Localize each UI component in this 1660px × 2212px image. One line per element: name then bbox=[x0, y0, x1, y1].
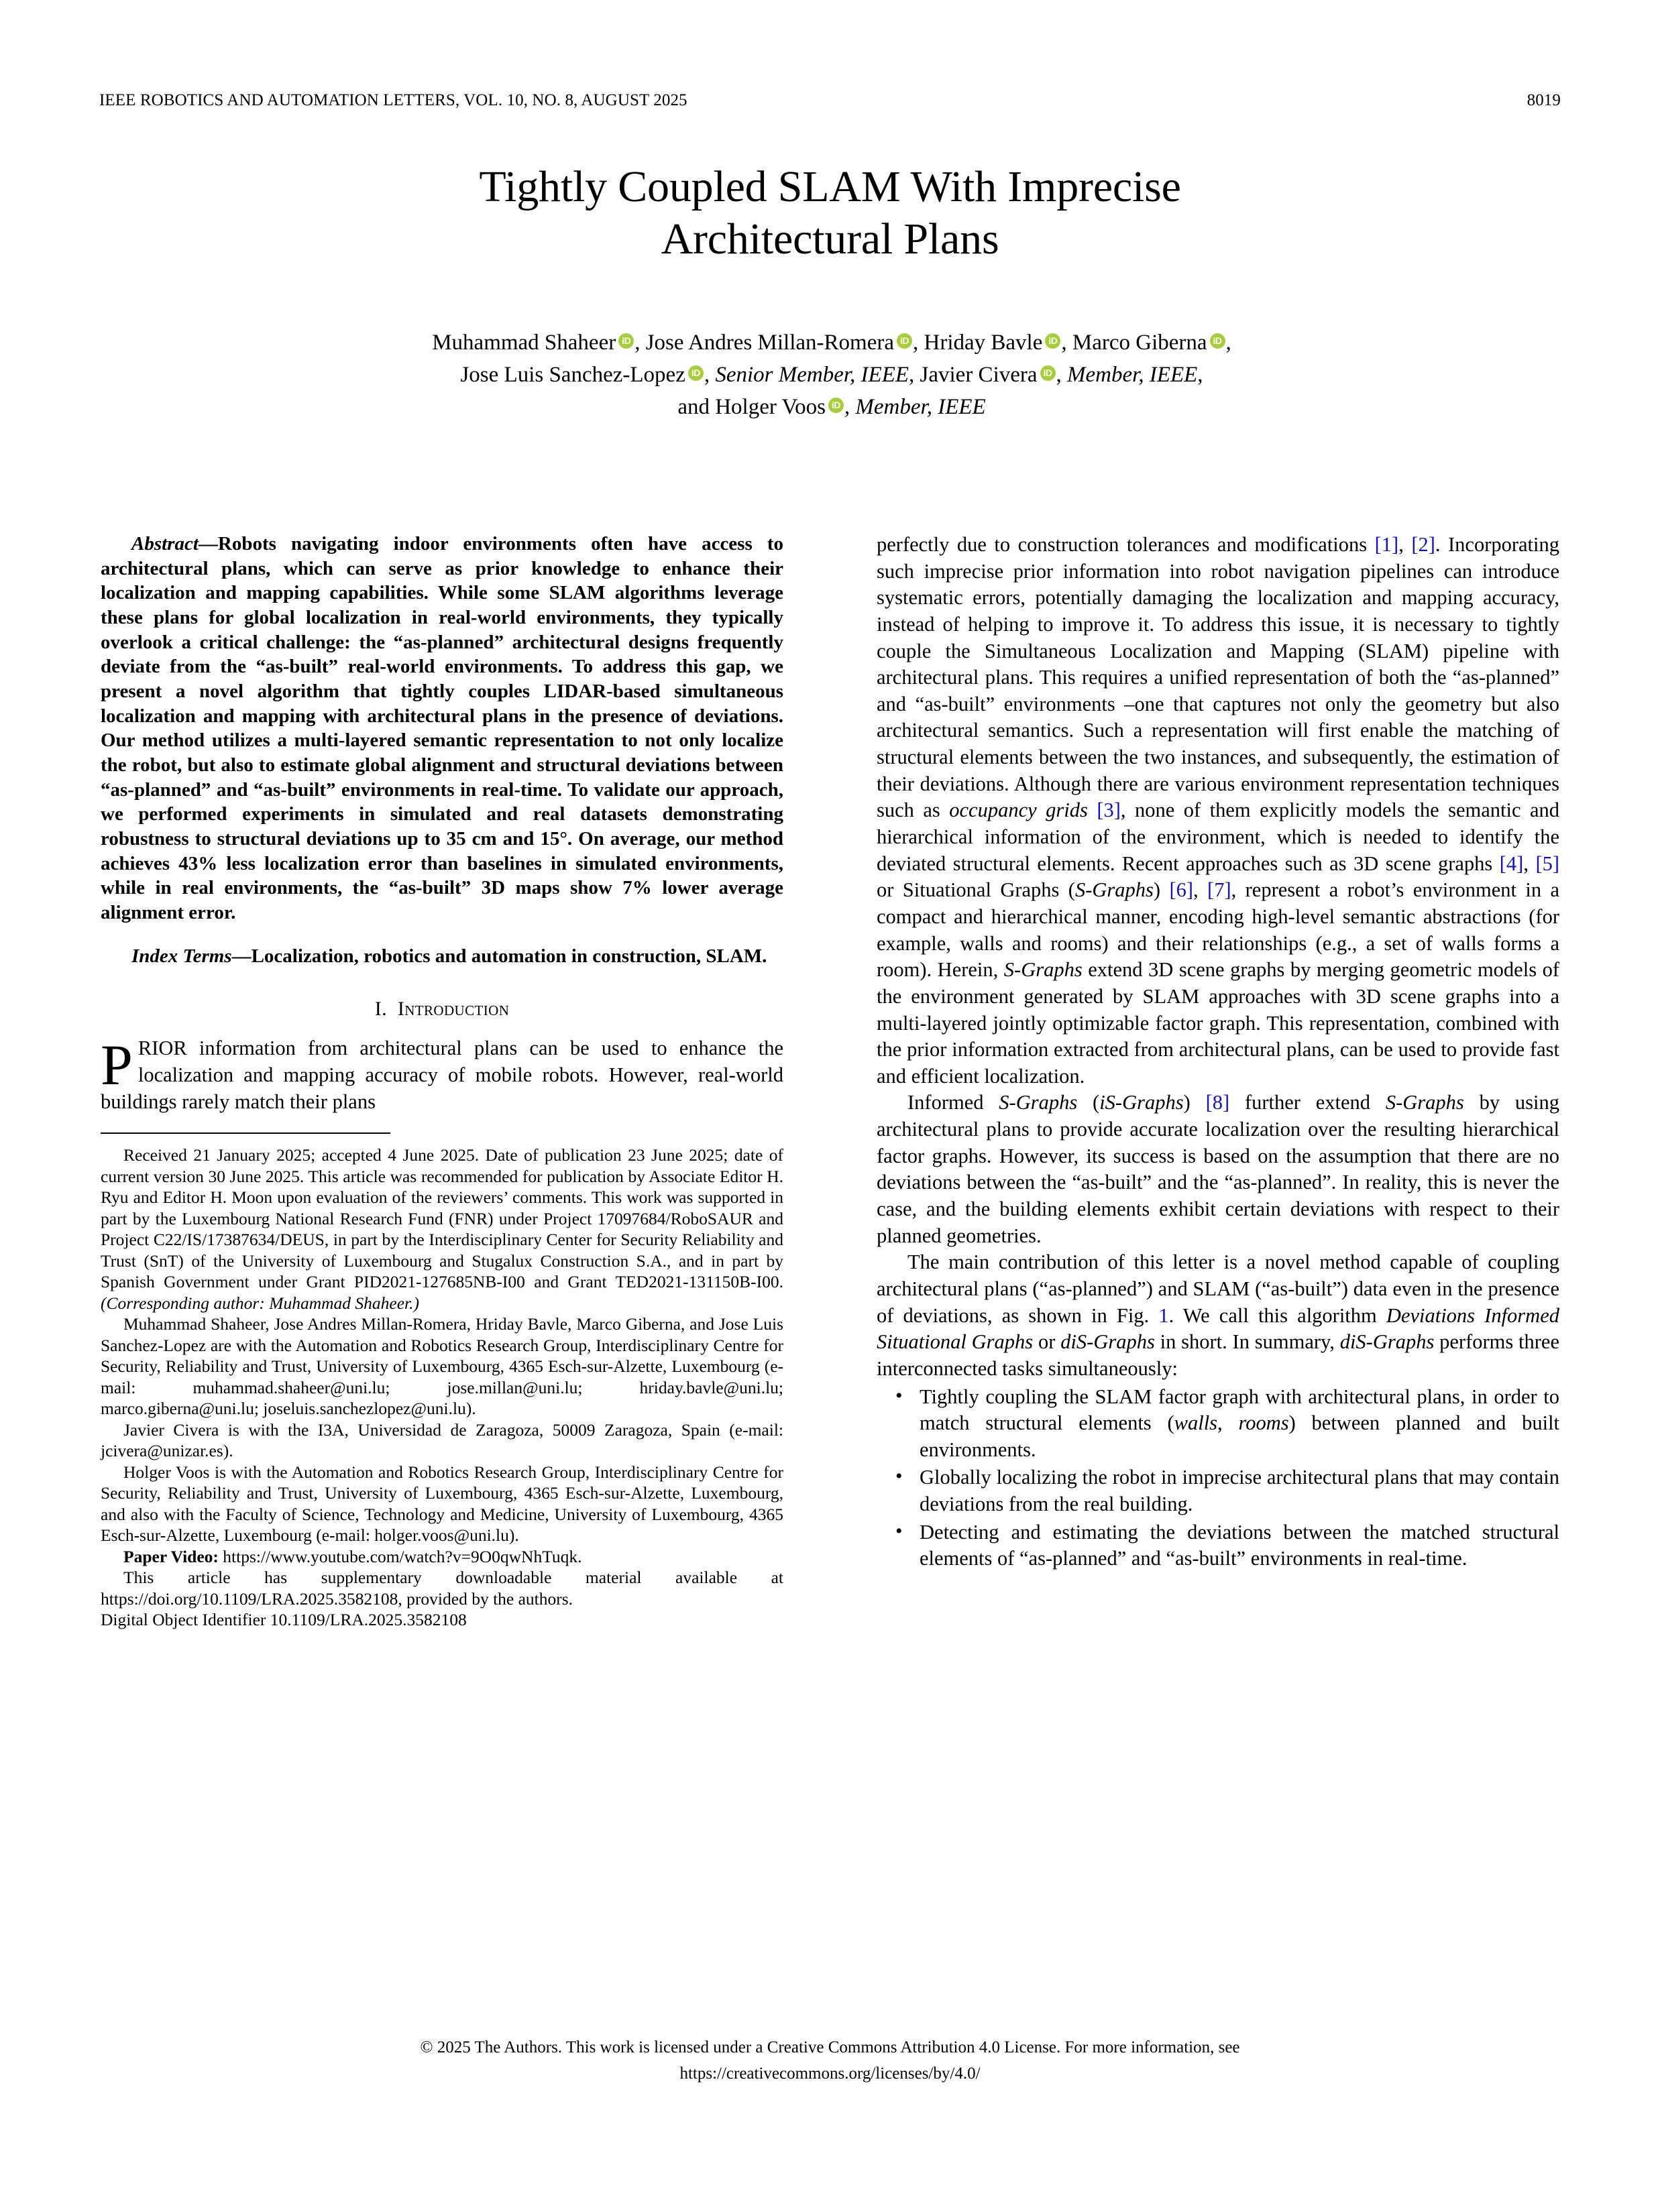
two-column-body bbox=[101, 532, 1559, 2000]
text-run: . Incorporating such imprecise prior information into robot navigation pipelines can introduce systematic errors, potentially damaging the localization and mapping accuracy, instead of helping to improve it. To address this issue, it is necessary to tightly couple the Simultaneous Localization and Mapping (SLAM) pipeline with architectural plans. This requires a unified representation of both the “as-planned” and “as-built” environments –one that captures not only the geometry but also architectural semantics. Such a representation will first enable the matching of structural elements between the two instances, and subsequently, the estimation of their deviations. Although there are various environment representation techniques such as bbox=[877, 533, 1560, 822]
left-column bbox=[101, 532, 783, 1630]
intro-paragraph-continued bbox=[877, 532, 1559, 1090]
running-head-page-number: 8019 bbox=[1527, 91, 1561, 109]
index-terms-dash: — bbox=[231, 945, 252, 967]
footnote-doi: Digital Object Identifier 10.1109/LRA.2025.3582108 bbox=[101, 1610, 467, 1629]
text-run: , bbox=[1193, 878, 1208, 902]
emphasis-dis-graphs: diS-Graphs bbox=[1339, 1330, 1435, 1354]
footnote-received bbox=[101, 1145, 783, 1314]
text-run: further extend bbox=[1229, 1091, 1386, 1114]
list-item bbox=[877, 1384, 1559, 1464]
right-column bbox=[877, 532, 1559, 1572]
text-run: performs three interconnected tasks simultaneously: bbox=[877, 1330, 1559, 1380]
citation-link-5[interactable]: [5] bbox=[1535, 852, 1560, 875]
emphasis-dis-graphs-full: Deviations Informed Situational Graphs bbox=[877, 1303, 1559, 1354]
citation-link-2[interactable]: [2] bbox=[1411, 533, 1435, 556]
section-title: Introduction bbox=[397, 998, 510, 1021]
text-run: ) bbox=[1183, 1091, 1206, 1114]
author-name-sanchez-lopez: Jose Luis Sanchez-Lopez bbox=[460, 363, 685, 388]
citation-link-7[interactable]: [7] bbox=[1207, 878, 1231, 902]
author-name-civera: , Javier Civera bbox=[909, 363, 1038, 388]
author-name-millan-romera: , Jose Andres Millan-Romera bbox=[634, 331, 894, 355]
footnote-supplementary: This article has supplementary downloadable material available at https://doi.org/10.1109/LRA.2025.3582108, provided by the authors. bbox=[101, 1568, 783, 1609]
author-line-1 bbox=[201, 327, 1462, 359]
intro-first-paragraph bbox=[101, 1035, 783, 1115]
abstract-text: Robots navigating indoor environments often have access to architectural plans, which can serve as prior knowledge to enhance their localization and mapping capabilities. While some SLAM algorithms leverage these plans for global localization in real-world environments, they typically overlook a critical challenge: the “as-planned” architectural designs frequently deviate from the “as-built” real-world environments. To address this gap, we present a novel algorithm that tightly couples LIDAR-based simultaneous localization and mapping with architectural plans in the presence of deviations. Our method utilizes a multi-layered semantic representation to not only localize the robot, but also to estimate global alignment and structural deviations between “as-planned” and “as-built” environments in real-time. To validate our approach, we performed experiments in simulated and real datasets demonstrating robustness to structural deviations up to 35 cm and 15°. On average, our method achieves 43% less localization error than baselines in simulated environments, while in real environments, the “as-built” 3D maps show 7% lower average alignment error. bbox=[101, 533, 783, 924]
index-terms-paragraph bbox=[101, 944, 783, 969]
bullet-icon: • bbox=[895, 1384, 903, 1407]
citation-link-4[interactable]: [4] bbox=[1499, 852, 1524, 875]
index-terms-text: Localization, robotics and automation in construction, SLAM. bbox=[251, 945, 767, 967]
author-list bbox=[201, 327, 1462, 424]
text-run bbox=[1088, 799, 1097, 821]
text-run: ( bbox=[1077, 1091, 1100, 1114]
bullet-icon: • bbox=[895, 1519, 903, 1542]
paper-video-label: Paper Video: bbox=[123, 1546, 219, 1566]
orcid-icon[interactable]: iD bbox=[688, 365, 704, 381]
footnote-affiliation-3: Holger Voos is with the Automation and Robotics Research Group, Interdisciplinary Centre for Security, Reliability and Trust, University of Luxembourg, 4365 Esch-sur-Alzette, Luxembourg, and also with the Faculty of Science, Technology and Medicine, University of Luxembourg, 4365 Esch-sur-Alzette, Luxembourg (e-mail: holger.voos@uni.lu). bbox=[101, 1462, 783, 1546]
author-name-voos: and Holger Voos bbox=[677, 395, 826, 420]
orcid-icon[interactable]: iD bbox=[1040, 365, 1056, 381]
member-grade-member: Member, IEEE bbox=[1067, 363, 1198, 388]
member-grade-senior: Senior Member, IEEE bbox=[715, 363, 909, 388]
text-run: or bbox=[1033, 1330, 1061, 1354]
footnote-affiliation-1: Muhammad Shaheer, Jose Andres Millan-Romera, Hriday Bavle, Marco Giberna, and Jose Luis Sanchez-Lopez are with the Automation and Robotics Research Group, Interdisciplinary Centre for Security, Reliability and Trust, University of Luxembourg, 4365 Esch-sur-Alzette, Luxembourg (e-mail: muhammad.shaheer@uni.lu; jose.millan@uni.lu; hriday.bavle@uni.lu; marco.giberna@uni.lu; joseluis.sanchezlopez@uni.lu). bbox=[101, 1314, 783, 1419]
orcid-icon[interactable]: iD bbox=[897, 333, 912, 349]
author-sep: , bbox=[704, 363, 716, 388]
license-line-1: © 2025 The Authors. This work is licensed under a Creative Commons Attribution 4.0 License. For more information, see bbox=[420, 2038, 1240, 2056]
citation-link-3[interactable]: [3] bbox=[1097, 799, 1121, 822]
is-graphs-paragraph bbox=[877, 1090, 1559, 1249]
text-run: The main contribution of this letter is a novel method capable of coupling architectural plans (“as-planned”) and SLAM (“as-built”) data even in the presence of deviations, as shown in Fig. bbox=[877, 1250, 1559, 1327]
intro-first-paragraph-text: RIOR information from architectural plans can be used to enhance the localization and mapping accuracy of mobile robots. However, real-world buildings rarely match their plans bbox=[101, 1037, 783, 1113]
footnote-paper-video bbox=[101, 1546, 783, 1567]
license-line-2[interactable]: https://creativecommons.org/licenses/by/4.0/ bbox=[679, 2064, 981, 2083]
emphasis-s-graphs: S-Graphs bbox=[1074, 878, 1154, 902]
footnote-corresponding-author: (Corresponding author: Muhammad Shaheer.) bbox=[101, 1293, 420, 1313]
text-run: Globally localizing the robot in imprecise architectural plans that may contain deviations from the real building. bbox=[920, 1466, 1559, 1516]
orcid-icon[interactable]: iD bbox=[828, 398, 844, 413]
bullet-icon: • bbox=[895, 1465, 903, 1488]
author-line-2-tail: , bbox=[1197, 363, 1203, 388]
text-run: in short. In summary, bbox=[1154, 1330, 1340, 1354]
page-title bbox=[221, 161, 1439, 266]
license-footer bbox=[101, 2035, 1559, 2087]
author-line-1-tail: , bbox=[1225, 331, 1231, 355]
text-run: or Situational Graphs ( bbox=[877, 878, 1075, 902]
author-sep: , bbox=[1056, 363, 1068, 388]
title-line-1: Tightly Coupled SLAM With Imprecise bbox=[479, 162, 1181, 211]
index-terms-label: Index Terms bbox=[131, 945, 232, 967]
title-block bbox=[221, 161, 1439, 266]
text-run: perfectly due to construction tolerances and modifications bbox=[877, 533, 1375, 556]
text-run: Informed bbox=[907, 1091, 999, 1114]
section-heading-introduction bbox=[101, 998, 783, 1021]
emphasis-rooms: rooms bbox=[1238, 1411, 1289, 1435]
emphasis-s-graphs: S-Graphs bbox=[1003, 958, 1083, 982]
emphasis-occupancy-grids: occupancy grids bbox=[949, 799, 1088, 822]
footnote-affiliation-2: Javier Civera is with the I3A, Universidad de Zaragoza, 50009 Zaragoza, Spain (e-mail: jcivera@unizar.es). bbox=[101, 1419, 783, 1461]
emphasis-s-graphs: S-Graphs bbox=[999, 1091, 1078, 1114]
emphasis-dis-graphs: diS-Graphs bbox=[1060, 1330, 1155, 1354]
orcid-icon[interactable]: iD bbox=[1210, 333, 1225, 349]
text-run: , bbox=[1523, 852, 1536, 875]
orcid-icon[interactable]: iD bbox=[618, 333, 634, 349]
abstract-paragraph bbox=[101, 532, 783, 925]
running-head bbox=[99, 91, 1561, 110]
footnote-rule bbox=[101, 1132, 390, 1134]
author-line-2 bbox=[201, 359, 1462, 391]
list-item bbox=[877, 1464, 1559, 1517]
contribution-paragraph bbox=[877, 1249, 1559, 1382]
list-item bbox=[877, 1519, 1559, 1572]
author-line-3 bbox=[201, 391, 1462, 423]
footnote-received-text: Received 21 January 2025; accepted 4 June 2025. Date of publication 23 June 2025; date of current version 30 June 2025. This article was recommended for publication by Associate Editor H. Ryu and Editor H. Moon upon evaluation of the reviewers’ comments. This work was supported in part by the Luxembourg National Research Fund (FNR) under Project 17097684/RoboSAUR and Project C22/IS/17387634/DEUS, in part by the Interdisciplinary Center for Security Reliability and Trust (SnT) of the University of Luxembourg and Stugalux Construction S.A., and in part by Spanish Government under Grant PID2021-127685NB-I00 and Grant TED2021-131150B-I00. bbox=[101, 1145, 783, 1292]
citation-link-6[interactable]: [6] bbox=[1169, 878, 1194, 902]
orcid-icon[interactable]: iD bbox=[1045, 333, 1060, 349]
abstract-dash: — bbox=[198, 533, 218, 555]
text-run: Tightly coupling the SLAM factor graph with architectural plans, in order to match structural elements ( bbox=[920, 1385, 1559, 1435]
member-grade-member: Member, IEEE bbox=[855, 395, 986, 420]
text-run: by using architectural plans to provide accurate localization over the resulting hierarchical factor graphs. However, its success is based on the assumption that there are no deviations between the “as-built” and the “as-planned”. In reality, this is never the case, and the building elements exhibit certain deviations with respect to their planned geometries. bbox=[877, 1091, 1559, 1247]
text-run: ) between planned and built environments. bbox=[920, 1411, 1560, 1461]
author-name-giberna: , Marco Giberna bbox=[1061, 331, 1207, 355]
drop-cap: P bbox=[101, 1033, 133, 1098]
text-run: , represent a robot’s environment in a compact and hierarchical manner, encoding high-level semantic abstractions (for example, walls and rooms) and their relationships (e.g., a set of walls forms a room). Herein, bbox=[877, 878, 1559, 982]
paper-video-url[interactable]: https://www.youtube.com/watch?v=9O0qwNhTuqk. bbox=[218, 1546, 582, 1566]
text-run: ) bbox=[1153, 878, 1170, 902]
text-run: , bbox=[1217, 1411, 1239, 1435]
author-name-bavle: , Hriday Bavle bbox=[913, 331, 1043, 355]
section-number: I. bbox=[374, 998, 388, 1021]
title-line-2: Architectural Plans bbox=[661, 214, 999, 264]
emphasis-walls: walls bbox=[1174, 1411, 1218, 1435]
text-run: extend 3D scene graphs by merging geometric models of the environment generated by SLAM approaches with 3D scene graphs into a multi-layered jointly optimizable factor graph. This representation, combined with the prior information extracted from architectural plans, can be used to provide fast and efficient localization. bbox=[877, 958, 1559, 1088]
author-sep: , bbox=[844, 395, 856, 420]
running-head-journal: IEEE ROBOTICS AND AUTOMATION LETTERS, VOL. 10, NO. 8, AUGUST 2025 bbox=[99, 91, 687, 109]
citation-link-8[interactable]: [8] bbox=[1205, 1091, 1230, 1114]
abstract-label: Abstract bbox=[131, 533, 199, 555]
text-run: Detecting and estimating the deviations between the matched structural elements of “as-planned” and “as-built” environments in real-time. bbox=[920, 1520, 1559, 1570]
text-run: , bbox=[1398, 533, 1412, 556]
author-name-shaheer: Muhammad Shaheer bbox=[432, 331, 616, 355]
emphasis-is-graphs: iS-Graphs bbox=[1099, 1091, 1184, 1114]
text-run: . We call this algorithm bbox=[1168, 1303, 1386, 1327]
citation-link-1[interactable]: [1] bbox=[1374, 533, 1399, 556]
emphasis-s-graphs: S-Graphs bbox=[1385, 1091, 1464, 1114]
figure-reference-link-1[interactable]: 1 bbox=[1158, 1303, 1169, 1327]
contribution-task-list bbox=[877, 1384, 1559, 1572]
text-run: , none of them explicitly models the semantic and hierarchical information of the environment, which is needed to identify the deviated structural elements. Recent approaches such as 3D scene graphs bbox=[877, 799, 1559, 875]
